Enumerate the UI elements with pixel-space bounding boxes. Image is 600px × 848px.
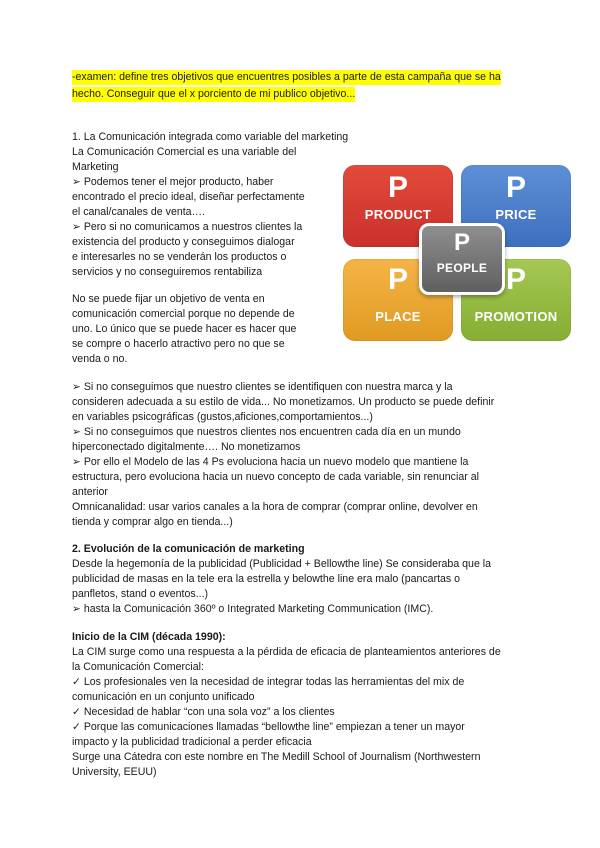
section3-heading: Inicio de la CIM (década 1990):: [72, 631, 226, 643]
para2-line: se compre o hacerlo atractivo pero no que se: [72, 338, 285, 350]
section1-line: Marketing: [72, 161, 119, 173]
section3-line: ✓ Necesidad de hablar “con una sola voz” a los clientes: [72, 706, 335, 718]
section2-line: Desde la hegemonía de la publicidad (Publicidad + Bellowthe line) Se consideraba que la: [72, 558, 492, 570]
section3-line: La CIM surge como una respuesta a la pérdida de eficacia de planteamientos anteriores de: [72, 646, 501, 658]
para3-line: tienda y comprar algo en tienda...): [72, 516, 233, 528]
marketing-mix-diagram: [343, 165, 573, 341]
section3-line: la Comunicación Comercial:: [72, 661, 204, 673]
section3-line: ✓ Los profesionales ven la necesidad de integrar todas las herramientas del mix de: [72, 676, 465, 688]
para3-line: consideren adecuada a su estilo de vida... No monetizamos. Un producto se puede definir: [72, 396, 495, 408]
para2-line: No se puede fijar un objetivo de venta en: [72, 293, 265, 305]
para2-line: venda o no.: [72, 353, 128, 365]
section3-line: University, EEUU): [72, 766, 157, 778]
section2-line: panfletos, stand o eventos...): [72, 588, 209, 600]
para3-line: estructura, pero evoluciona hacia un nuevo concepto de cada variable, sin renunciar al: [72, 471, 479, 483]
section2-line: publicidad de masas en la tele era la estrella y belowthe line era malo (pancartas o: [72, 573, 461, 585]
section1-line: existencia del producto y conseguimos dialogar: [72, 236, 295, 248]
exam-note-line-2: hecho. Conseguir que el x porciento de mi publico objetivo...: [72, 88, 356, 100]
promotion-letter: P: [505, 263, 526, 296]
para3-line: ➢ Por ello el Modelo de las 4 Ps evoluciona hacia un nuevo modelo que mantiene la: [72, 456, 469, 468]
section3-line: impacto y la publicidad tradicional a perder eficacia: [72, 736, 312, 748]
section2-line: ➢ hasta la Comunicación 360º o Integrated Marketing Communication (IMC).: [72, 603, 434, 615]
section1-line: ➢ Podemos tener el mejor producto, haber: [72, 176, 274, 188]
para3-line: anterior: [72, 486, 108, 498]
place-letter: P: [387, 263, 408, 296]
place-label: PLACE: [375, 309, 421, 324]
section3-line: comunicación en un conjunto unificado: [72, 691, 255, 703]
section1-line: el canal/canales de venta….: [72, 206, 206, 218]
section1-line: ➢ Pero si no comunicamos a nuestros clientes la: [72, 221, 303, 233]
para3-line: hiperconectado digitalmente…. No monetizamos: [72, 441, 301, 453]
para3-line: Omnicanalidad: usar varios canales a la hora de comprar (comprar online, devolver en: [72, 501, 478, 513]
section1-line: encontrado el precio ideal, diseñar perfectamente: [72, 191, 305, 203]
people-letter: P: [453, 229, 470, 256]
exam-note-line-1: -examen: define tres objetivos que encuentres posibles a parte de esta campaña que se ha: [72, 71, 501, 83]
para3-line: ➢ Si no conseguimos que nuestro clientes se identifiquen con nuestra marca y la: [72, 381, 453, 393]
section2-heading: 2. Evolución de la comunicación de marketing: [72, 543, 305, 555]
product-letter: P: [387, 171, 408, 204]
para3-line: en variables psicográficas (gustos,aficiones,comportamientos...): [72, 411, 373, 423]
section1-line: La Comunicación Comercial es una variable del: [72, 146, 297, 158]
section3-line: ✓ Porque las comunicaciones llamadas “bellowthe line” empiezan a tener un mayor: [72, 721, 465, 733]
para2-line: comunicación comercial porque no depende de: [72, 308, 295, 320]
section3-line: Surge una Cátedra con este nombre en The Medill School of Journalism (Northwestern: [72, 751, 481, 763]
promotion-label: PROMOTION: [474, 309, 558, 324]
people-tile: [419, 223, 505, 295]
section1-line: e interesarles no se venderán los productos o: [72, 251, 287, 263]
price-label: PRICE: [495, 207, 537, 222]
people-label: PEOPLE: [436, 261, 488, 275]
section1-title: 1. La Comunicación integrada como variable del marketing: [72, 131, 349, 143]
product-label: PRODUCT: [364, 207, 432, 222]
para3-line: ➢ Si no conseguimos que nuestros clientes nos encuentren cada día en un mundo: [72, 426, 461, 438]
para2-line: uno. Lo único que se puede hacer es hacer que: [72, 323, 297, 335]
section1-line: servicios y no conseguiremos rentabiliza: [72, 266, 263, 278]
price-letter: P: [505, 171, 526, 204]
